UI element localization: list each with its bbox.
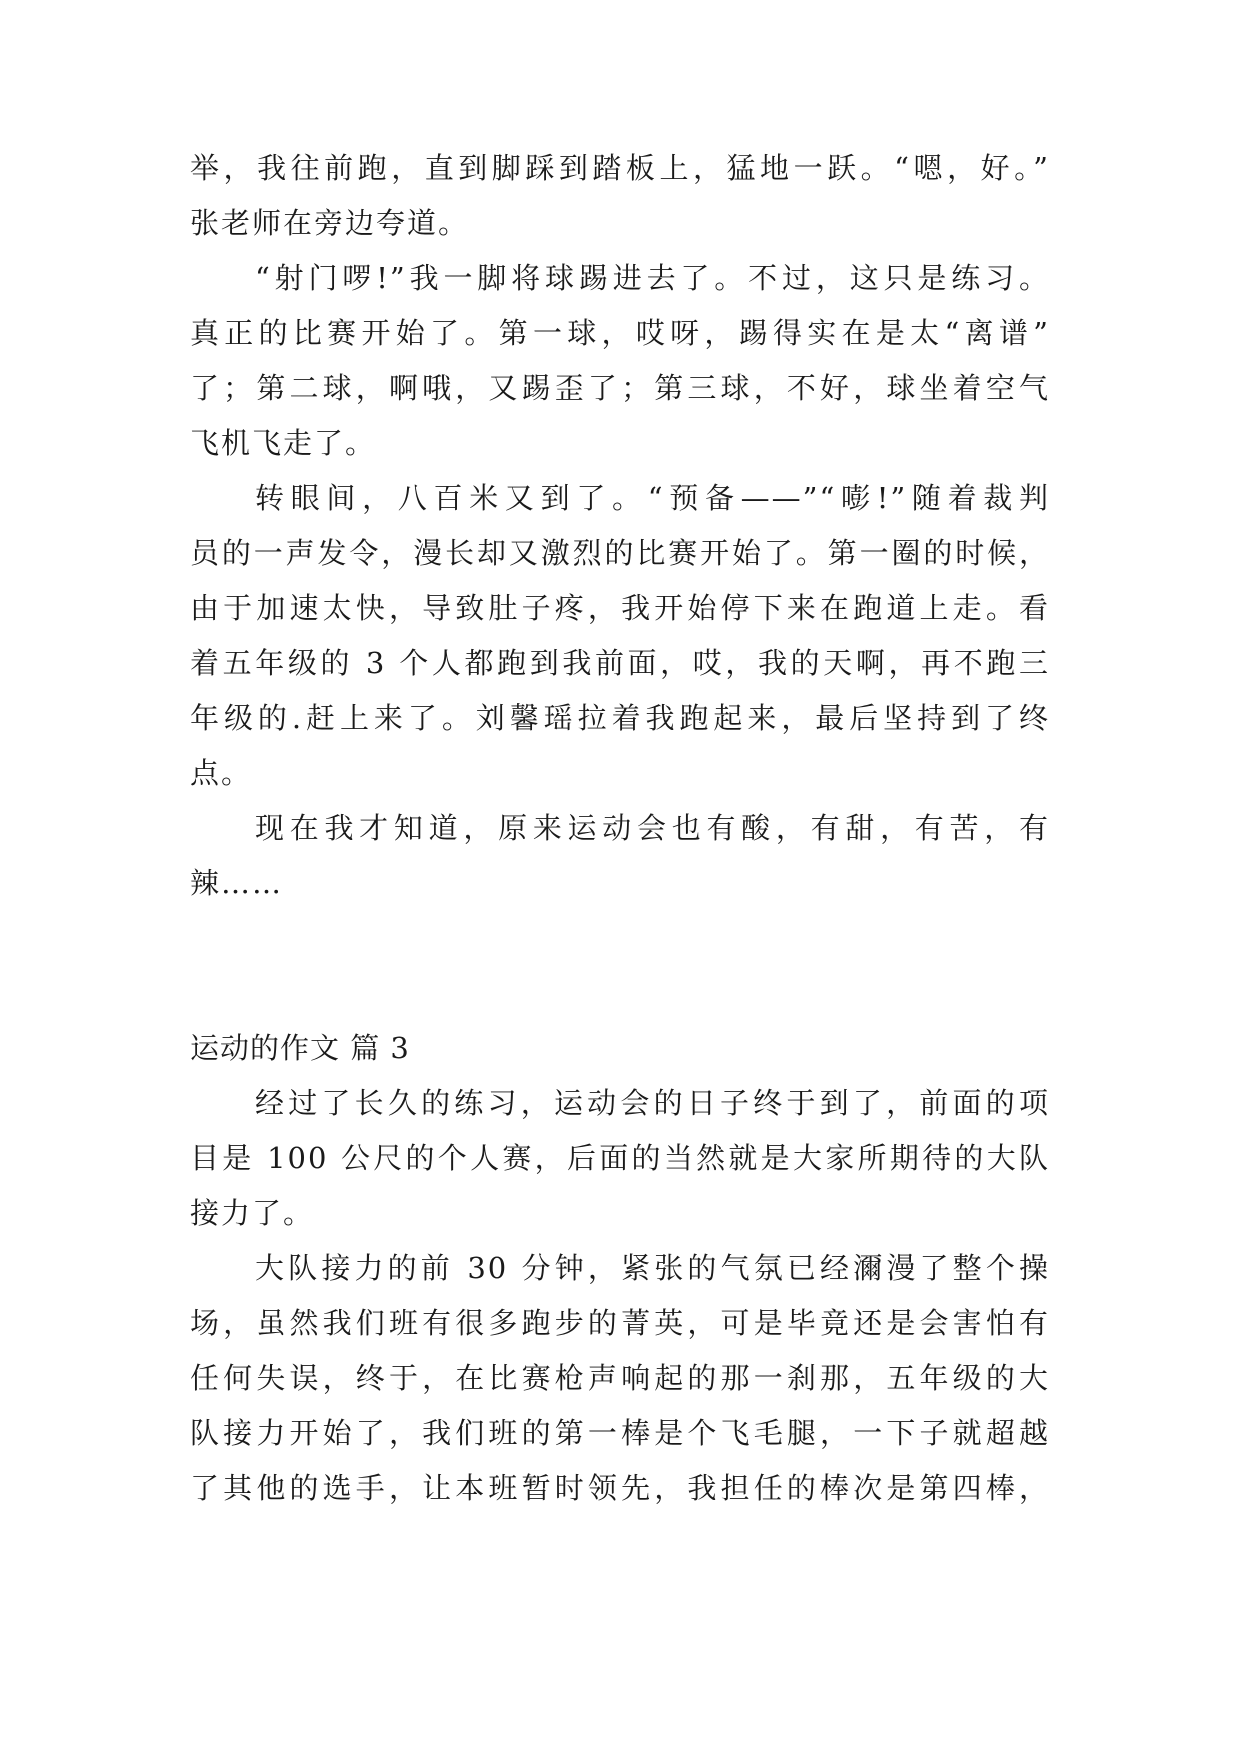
text-line: 了；第二球，啊哦，又踢歪了；第三球，不好，球坐着空气 <box>190 371 1050 405</box>
text-line: 接力了。 <box>190 1196 315 1230</box>
text-line: 着五年级的 3 个人都跑到我前面，哎，我的天啊，再不跑三 <box>190 646 1050 680</box>
text-line: 真正的比赛开始了。第一球，哎呀，踢得实在是太“离谱” <box>190 316 1050 350</box>
text-line: 任何失误，终于，在比赛枪声响起的那一刹那，五年级的大 <box>190 1361 1050 1395</box>
text-line: “射门啰!”我一脚将球踢进去了。不过，这只是练习。 <box>255 261 1050 295</box>
text-line: 由于加速太快，导致肚子疼，我开始停下来在跑道上走。看 <box>190 591 1050 625</box>
text-line: 年级的.赶上来了。刘馨瑶拉着我跑起来，最后坚持到了终 <box>190 701 1050 735</box>
text-line: 大队接力的前 30 分钟，紧张的气氛已经濔漫了整个操 <box>255 1251 1050 1285</box>
text-line: 目是 100 公尺的个人赛，后面的当然就是大家所期待的大队 <box>190 1141 1050 1175</box>
text-line: 场，虽然我们班有很多跑步的菁英，可是毕竟还是会害怕有 <box>190 1306 1050 1340</box>
text-line: 了其他的选手，让本班暂时领先，我担任的棒次是第四棒， <box>190 1471 1050 1505</box>
text-line: 转眼间，八百米又到了。“预备——”“嘭!”随着裁判 <box>255 481 1050 515</box>
text-line: 队接力开始了，我们班的第一棒是个飞毛腿，一下子就超越 <box>190 1416 1050 1450</box>
text-line: 经过了长久的练习，运动会的日子终于到了，前面的项 <box>255 1086 1050 1120</box>
text-line: 举，我往前跑，直到脚踩到踏板上，猛地一跃。“嗯，好。” <box>190 151 1050 185</box>
text-line: 飞机飞走了。 <box>190 426 377 460</box>
text-line: 现在我才知道，原来运动会也有酸，有甜，有苦，有 <box>255 811 1050 845</box>
text-line: 张老师在旁边夸道。 <box>190 206 470 240</box>
section-heading: 运动的作文 篇 3 <box>190 1031 410 1065</box>
text-line: 辣…… <box>190 866 284 900</box>
text-line: 员的一声发令，漫长却又激烈的比赛开始了。第一圈的时候， <box>190 536 1050 570</box>
text-line: 点。 <box>190 756 253 790</box>
